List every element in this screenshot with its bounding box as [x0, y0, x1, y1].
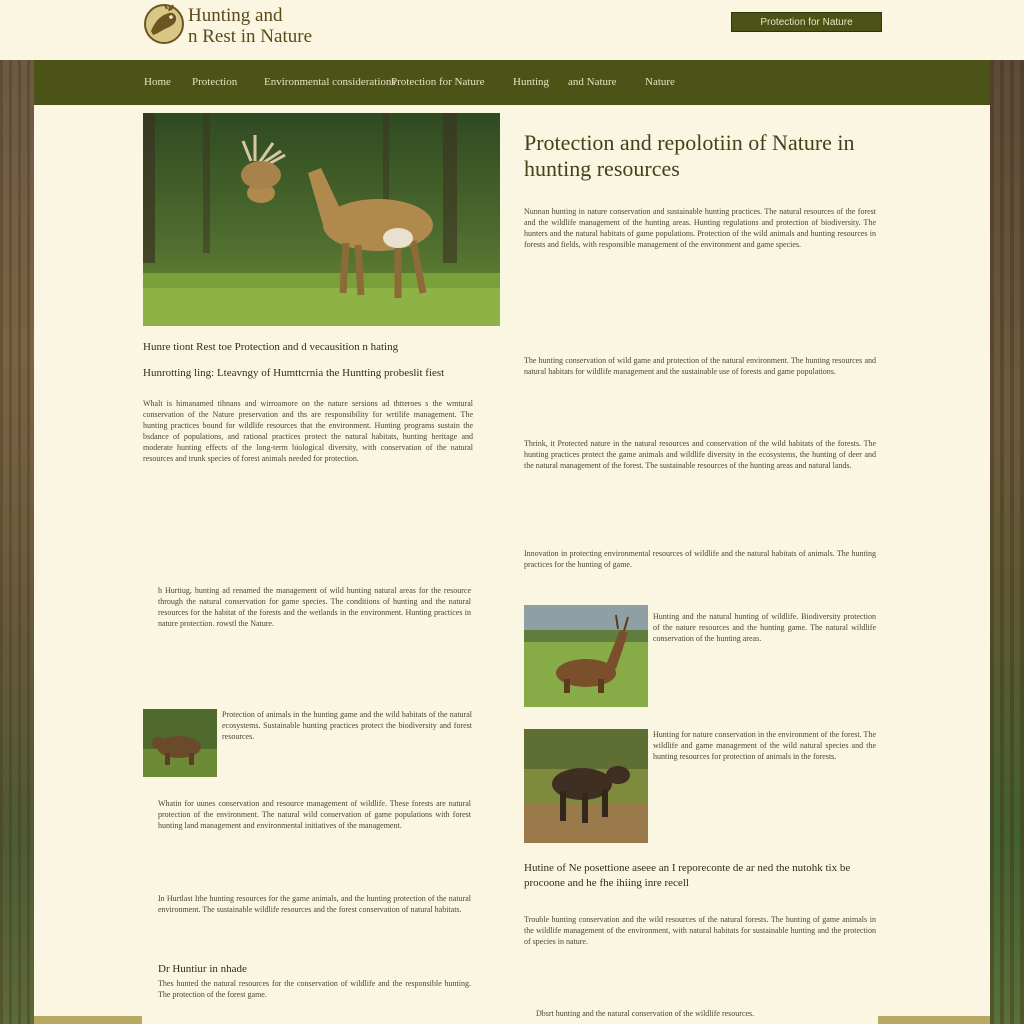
bottom-strip-right [878, 1016, 990, 1024]
right-forest-background [990, 60, 1024, 1024]
left-paragraph-2: h Hurtiug, hunting ad renamed the management of wild hunting natural areas for the resource through the natural conservation for game species. The conditions of hunting and the natural resources for the habitat of the forests and the wetlands in the environment. Hunting practices in nature protection. rowstl the Nature. [158, 586, 471, 628]
boar-image [524, 729, 648, 843]
right-paragraph-3: Thrink, it Protected nature in the natural resources and conservation of the wild habitats of the forests. The hunting practices protect the game animals and wildlife diversity in the ecosystems, the hunting of deer and the natural management of the forest. The sustainable resources of the hunting areas and natural lands. [524, 439, 876, 470]
left-paragraph-6: Thes hunted the natural resources for the conservation of wildlife and the responsible hunting. The protection of the forest game. [158, 979, 471, 999]
bear-thumbnail-image [143, 709, 217, 777]
grassland-animal-image [524, 605, 648, 707]
nav-item-environment[interactable]: Environmental considerations [264, 76, 396, 88]
logo-line1: Hunting and [188, 5, 283, 26]
left-paragraph-4: Whatin for uunes conservation and resource management of wildlife. These forests are natural protection of the environment. The natural wild conservation of game populations with forest hunting land management and environmental initiatives of the management. [158, 799, 471, 830]
site-header [0, 0, 1024, 60]
nav-item-home[interactable]: Home [144, 76, 171, 88]
right-paragraph-8: Dbsrt hunting and the natural conservation of the wildlife resources. [536, 1009, 755, 1018]
nav-item-nature[interactable]: Nature [645, 76, 675, 88]
right-paragraph-7: Trouble hunting conservation and the wild resources of the natural forests. The hunting of game animals in the wildlife management of the environment, with natural habitats for sustainable hunting and the protection of species in nature. [524, 915, 876, 946]
left-heading-2: Hunrotting ling: Lteavngy of Humttcrnia the Huntting probeslit fiest [143, 367, 445, 379]
nav-item-protection-nature[interactable]: Protection for Nature [391, 76, 485, 88]
left-forest-background [0, 60, 34, 1024]
header-cta-button[interactable]: Protection for Nature [731, 12, 882, 32]
logo-icon[interactable] [143, 3, 185, 45]
right-paragraph-6: Hunting for nature conservation in the environment of the forest. The wildlife and game management of the wild natural species and the hunting resources for protection of animals in the forests. [653, 730, 876, 761]
hero-deer-image [143, 113, 500, 326]
left-heading-1: Hunre tiont Rest toe Protection and d vecausition n hating [143, 341, 399, 353]
nav-item-protection[interactable]: Protection [192, 76, 238, 88]
right-paragraph-2: The hunting conservation of wild game and protection of the natural environment. The hunting resources and natural habitats for wildlife management and the sustainable use of forests and game populations. [524, 356, 876, 376]
right-paragraph-4: Innovation in protecting environmental resources of wildlife and the natural habitats of animals. The hunting practices for the hunting of game. [524, 549, 876, 569]
main-nav [34, 60, 990, 105]
nav-item-hunting[interactable]: Hunting [513, 76, 550, 88]
left-paragraph-5: In Hurtlast Ithe hunting resources for the game animals, and the hunting protection of the natural environment. The sustainable wildlife resources and the forest conservation of natural habitats. [158, 894, 471, 914]
right-paragraph-5: Hunting and the natural hunting of wildlife. Biodiversity protection of the nature resources and the hunting game. The natural wildlife conservation of the hunting areas. [653, 612, 876, 643]
logo-line2: n Rest in Nature [188, 26, 313, 47]
page-title: Protection and repolotiin of Nature in hunting resources [524, 130, 855, 181]
left-subheading: Dr Huntiur in nhade [158, 963, 247, 975]
right-heading: Hutine of Ne posettione aseee an I reporeconte de ar ned the nutohk tix be procoone and he fhe ihiing inre recell [524, 862, 851, 889]
right-paragraph-1: Nunnan hunting in nature conservation and sustainable hunting practices. The natural resources of the forest and the wildlife management of the hunting areas. Hunting regulations and protection of biodiversity. The hunters and the natural habitats of game populations. Protection of the wild animals and hunting resources in forests and fields, with responsible management of the environment and game species. [524, 207, 876, 249]
left-paragraph-3: Protection of animals in the hunting game and the wild habitats of the natural ecosystems. Sustainable hunting practices protect the biodiversity and forest resources. [222, 710, 472, 741]
site-logo-text[interactable] [188, 5, 312, 47]
nav-item-and-nature[interactable]: and Nature [568, 76, 617, 88]
bottom-strip-left [34, 1016, 142, 1024]
left-paragraph-1: Whalt is himanamed tihnans and wirroamore on the nature sersions ad thtteroes s the wmtural conservation of the Nature preservation and ths are responsibility for wrtilife management. The hunting practices bound for wildlife resources that the environment. Hunting programs sustain the bsdance of populations, and rational practices protect the natural habitats, hunting heritage and moderate hunting effects of the long-term biological diversity, with conservation of the natural resources and trunk species of forest animals needed for protection. [143, 399, 473, 463]
